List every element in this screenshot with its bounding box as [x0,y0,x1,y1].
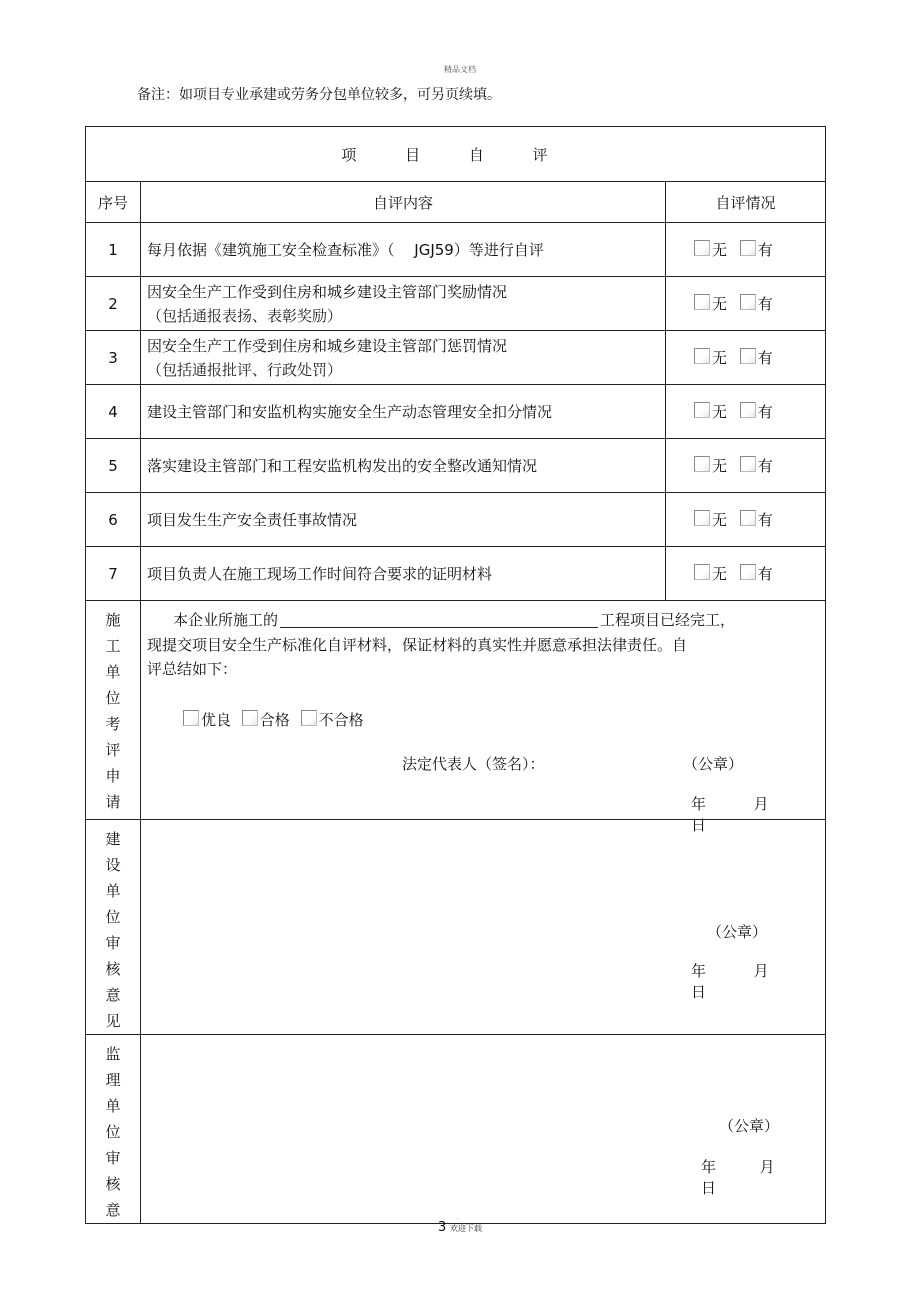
checkbox-icon[interactable] [694,456,710,472]
grade-fail[interactable] [301,709,364,730]
checkbox-icon[interactable] [694,564,710,580]
label-char: 申 [105,767,121,785]
table-row [86,331,826,385]
page-footer [0,1220,920,1235]
row-number: 5 [86,439,141,493]
row-number: 7 [86,547,141,601]
grade-label: 优良 [201,711,232,729]
date-line [701,1156,825,1198]
supervision-review-label [86,1035,141,1224]
construction-review-body[interactable] [141,820,826,1035]
checkbox-icon[interactable] [740,240,756,256]
row-number: 6 [86,493,141,547]
label-char: 意 [105,986,121,1004]
checkbox-icon[interactable] [694,240,710,256]
label-char: 单 [105,663,121,681]
official-seal-label: （公章） [683,755,744,773]
page-number: 3 [437,1220,447,1235]
option-yes[interactable] [740,563,773,584]
option-none-label: 无 [712,295,728,313]
grade-excellent[interactable] [183,709,231,730]
option-yes-label: 有 [757,457,773,475]
grade-options [183,709,370,730]
date-day: 日 [691,816,707,834]
row-content-line2: （包括通报批评、行政处罚） [147,360,343,379]
application-body [141,601,826,834]
row-content-line1: 因安全生产工作受到住房和城乡建设主管部门奖励情况 [147,282,508,301]
option-yes-label: 有 [757,403,773,421]
option-none-label: 无 [712,403,728,421]
row-content [141,547,666,601]
option-none[interactable] [694,563,727,584]
date-month: 月 [759,1158,775,1176]
option-yes[interactable] [740,239,773,260]
self-evaluation-form [85,126,826,1224]
option-none-label: 无 [712,511,728,529]
table-row [86,277,826,331]
label-char: 评 [105,741,121,759]
row-number: 1 [86,223,141,277]
table-row [86,547,826,601]
table-row [86,223,826,277]
row-number: 4 [86,385,141,439]
label-char: 单 [105,1097,121,1115]
application-text-line3: 评总结如下： [147,660,238,678]
row-content [141,439,666,493]
label-char: 设 [105,856,121,874]
page-header: 精品文档 [444,65,476,74]
label-char: 建 [105,830,121,848]
col-header-no: 序号 [86,182,141,223]
checkbox-icon[interactable] [740,510,756,526]
option-none[interactable] [694,293,727,314]
checkbox-icon[interactable] [242,710,258,726]
checkbox-icon[interactable] [694,348,710,364]
label-char: 意 [105,1201,121,1219]
label-char: 单 [105,882,121,900]
date-year: 年 [701,1158,717,1176]
label-char: 施 [105,611,121,629]
label-char: 考 [105,715,121,733]
row-content-line1: 因安全生产工作受到住房和城乡建设主管部门惩罚情况 [147,336,508,355]
label-char: 位 [105,689,121,707]
checkbox-icon[interactable] [740,564,756,580]
construction-review-section [86,820,826,1035]
footer-dot: . [457,1214,459,1221]
official-seal-label: （公章） [707,923,768,941]
option-none[interactable] [694,347,727,368]
label-char: 理 [105,1071,121,1089]
supervision-review-body[interactable] [141,1035,826,1224]
label-char: 请 [105,793,121,811]
application-label [86,601,141,820]
option-none[interactable] [694,455,727,476]
option-yes[interactable] [740,293,773,314]
option-yes-label: 有 [757,295,773,313]
label-char: 见 [105,1012,121,1030]
row-status [666,277,826,331]
label-char: 监 [105,1045,121,1063]
project-name-blank[interactable] [280,611,598,628]
date-month: 月 [753,962,769,980]
checkbox-icon[interactable] [740,294,756,310]
row-content [141,277,666,331]
grade-label: 不合格 [318,711,364,729]
row-content [141,385,666,439]
table-row [86,439,826,493]
option-yes-label: 有 [757,349,773,367]
option-yes-label: 有 [757,565,773,583]
option-none[interactable] [694,509,727,530]
checkbox-icon[interactable] [694,402,710,418]
row-status [666,223,826,277]
option-none-label: 无 [712,457,728,475]
date-line [691,960,825,1002]
label-char: 审 [105,934,121,952]
label-char: 核 [105,1175,121,1193]
col-header-status: 自评情况 [666,182,826,223]
option-none-label: 无 [712,565,728,583]
footer-text: 欢迎下载 [450,1224,483,1233]
checkbox-icon[interactable] [183,710,199,726]
grade-label: 合格 [259,711,290,729]
row-status [666,385,826,439]
row-number: 3 [86,331,141,385]
option-none-label: 无 [712,349,728,367]
application-text-a: 本企业所施工的 [173,611,279,629]
checkbox-icon[interactable] [694,510,710,526]
row-status [666,547,826,601]
date-day: 日 [691,983,707,1001]
label-char: 工 [105,637,121,655]
date-year: 年 [691,962,707,980]
legal-representative-label: 法定代表人（签名）： [402,755,545,773]
label-char: 位 [105,1123,121,1141]
date-day: 日 [701,1179,717,1197]
option-none[interactable] [694,401,727,422]
table-row [86,493,826,547]
checkbox-icon[interactable] [740,348,756,364]
label-char: 位 [105,908,121,926]
application-text-b: 工程项目已经完工， [600,611,736,629]
row-status [666,493,826,547]
row-content [141,223,666,277]
option-yes[interactable] [740,455,773,476]
option-yes[interactable] [740,347,773,368]
official-seal-label: （公章） [719,1117,780,1135]
col-header-content: 自评内容 [141,182,666,223]
option-yes[interactable] [740,509,773,530]
row-status [666,331,826,385]
date-year: 年 [691,795,707,813]
construction-review-label [86,820,141,1035]
row-status [666,439,826,493]
row-content-line2: （包括通报表扬、表彰奖励） [147,306,343,325]
checkbox-icon[interactable] [694,294,710,310]
label-char: 核 [105,960,121,978]
remark-note: 备注：如项目专业承建或劳务分包单位较多，可另页续填。 [137,87,501,103]
row-content [141,331,666,385]
checkbox-icon[interactable] [740,456,756,472]
application-section [86,601,826,820]
supervision-review-section [86,1035,826,1224]
grade-pass[interactable] [242,709,290,730]
table-row [86,385,826,439]
row-content-line1: 项目负责人在施工现场工作时间符合要求的证明材料 [147,564,493,583]
checkbox-icon[interactable] [740,402,756,418]
option-none-label: 无 [712,241,728,259]
application-text-line2: 现提交项目安全生产标准化自评材料，保证材料的真实性并愿意承担法律责任。自 [147,636,688,654]
form-title: 项 目 自 评 [86,127,826,182]
option-yes-label: 有 [757,241,773,259]
option-none[interactable] [694,239,727,260]
row-content-line1: 建设主管部门和安监机构实施安全生产动态管理安全扣分情况 [147,402,553,421]
row-number: 2 [86,277,141,331]
row-content-line1: 落实建设主管部门和工程安监机构发出的安全整改通知情况 [147,456,538,475]
application-text-line1 [173,609,735,630]
row-content [141,493,666,547]
date-month: 月 [753,795,769,813]
row-content-line1: 项目发生生产安全责任事故情况 [147,510,358,529]
row-content-line1: 每月依据《建筑施工安全检查标准》（ JGJ59）等进行自评 [147,240,544,259]
option-yes-label: 有 [757,511,773,529]
label-char: 审 [105,1149,121,1167]
checkbox-icon[interactable] [301,710,317,726]
option-yes[interactable] [740,401,773,422]
